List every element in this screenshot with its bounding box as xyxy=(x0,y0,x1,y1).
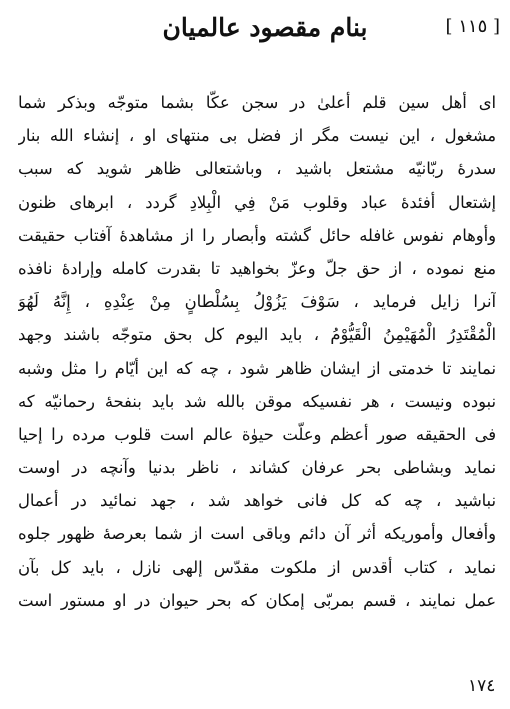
text-line: نمايد وبشاطى بحر عرفان كشاند ، ناظر بدنيا وآنچه در اوست xyxy=(18,458,496,478)
text-line: منع نموده ، از حق جلّ وعزّ بخواهيد تا بقدرت كامله وإرادهٔ نافذه xyxy=(18,258,496,278)
text-line: نبوده ونيست ، هر نفسيكه موقن بالله شد بايد بنفحهٔ رحمانيّه كه xyxy=(18,391,496,411)
text-line: نمايد ، كتاب أقدس از ملكوت مقدّس إلهى نازل ، بايد كل بآن xyxy=(18,557,496,577)
text-line: فى الحقيقه صور أعظم وعلّت حيوٰة عالم است قلوب مرده را إحيا xyxy=(18,424,496,444)
text-line: آنرا زايل فرمايد ، سَوْفَ يَزُوْلُ بِسُلْطانٍ مِنْ عِنْدِهِ ، إِنَّهُ لَهُوَ xyxy=(18,292,496,312)
text-line: مشغول ، اين نيست مگر از فضل بى منتهاى او ، إنشاء الله بنار xyxy=(18,126,496,146)
text-line: سدرهٔ ربّانيّه مشتعل باشيد ، وباشتعالى ظاهر شويد كه سبب xyxy=(18,159,496,179)
text-line: وأفعال وأموريكه أثر آن دائم وباقى است از شما بعرصهٔ ظهور جلوه xyxy=(18,524,496,544)
text-line: وأوهام نفوس غافله حائل گشته وأبصار را از مشاهدهٔ آفتاب حقيقت xyxy=(18,225,496,245)
text-line: نباشيد ، چه كه كل فانى خواهد شد ، جهد نمائيد در أعمال xyxy=(18,491,496,511)
text-line: عمل نمايند ، قسم بمربّى إمكان كه بحر حيوان در او مستور است xyxy=(18,590,496,610)
page-title: بنام مقصود عالميان xyxy=(162,13,368,42)
page-number: ١٧٤ xyxy=(468,676,496,696)
text-line: الْمُقْتَدِرُ الْمُهَيْمِنُ الْقَيُّوْمُ ، بايد اليوم كل بحق متوجّه باشند وجهد xyxy=(18,325,496,345)
section-number: [ ١١٥ ] xyxy=(445,16,500,37)
text-line: اى أهل سين قلم أعلىٰ در سجن عكّا بشما متوجّه وبذكر شما xyxy=(18,93,496,112)
text-line: نمايند تا خدمتى از ايشان ظاهر شود ، چه كه اين أيّام را مثل وشبه xyxy=(18,358,496,378)
page-header xyxy=(0,10,510,50)
body-text xyxy=(18,86,496,617)
text-line: إشتعال أفئدهٔ عباد وقلوب مَنْ فِي الْبِلادِ گردد ، ابرهاى ظنون xyxy=(18,192,496,212)
